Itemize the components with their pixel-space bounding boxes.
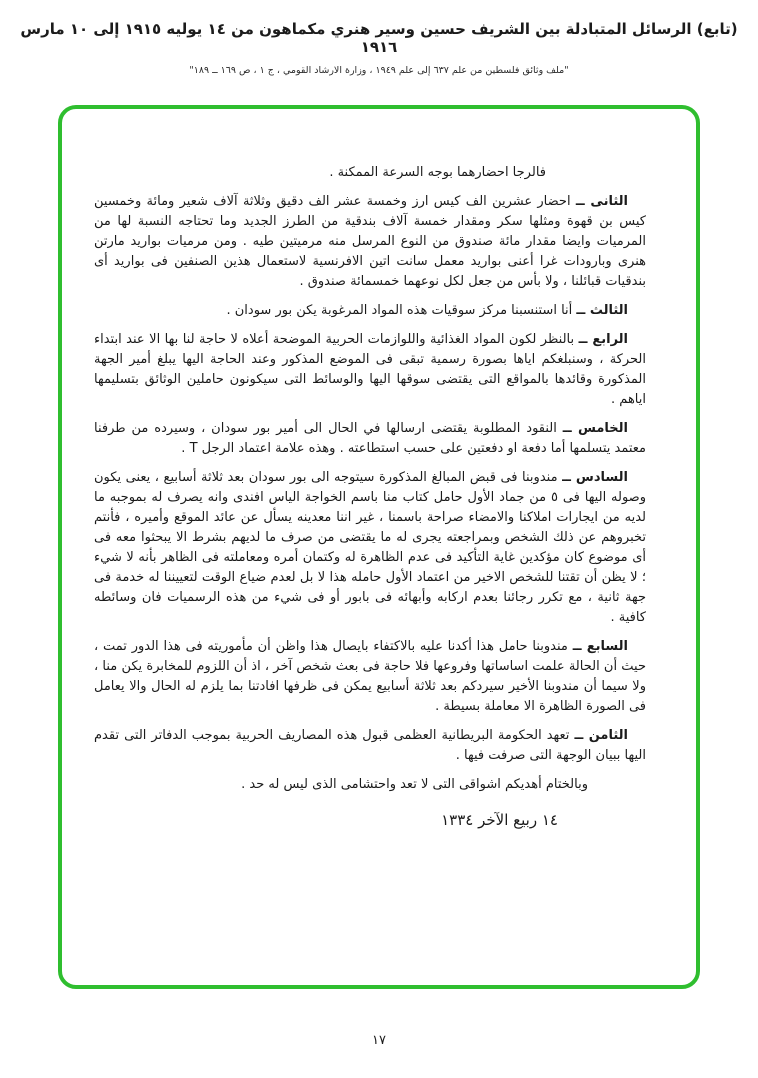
paragraph-lead: السابع ــ [572, 639, 628, 654]
page-subtitle: "ملف وثائق فلسطين من علم ٦٣٧ إلى علم ١٩٤٩ ، وزارة الارشاد القومي ، ج ١ ، ص ١٦٩ ــ ١٨٩" [189, 65, 569, 76]
letter-paragraph [94, 301, 646, 321]
letter-paragraph [94, 330, 646, 410]
letter-paragraph [94, 192, 646, 292]
opening-line: فالرجا احضارهما بوجه السرعة الممكنة . [329, 165, 546, 180]
paragraph-lead: الخامس ــ [562, 421, 629, 436]
letter-paragraph [94, 468, 646, 628]
paragraph-text: بالنظر لكون المواد الغذائية واللوازمات الحربية الموضحة أعلاه لا حاجة لنا بها الا عند ابتداء الحركة ، وسنبلغكم اياها بصورة رسمية تبقى فى الموضع المذكور وعند الحاجة اليها يبلغ أمير الجهة المذكورة وقائدها بالمواقع التى يقتضى سوقها اليها والوسائط التى سيكونون حاملين الوثائق بتسليمها اياهم . [94, 332, 646, 407]
paragraph-lead: الثامن ــ [574, 728, 629, 743]
page-header [0, 20, 758, 76]
letter-paragraph [94, 419, 646, 459]
paragraph-text: النقود المطلوبة يقتضى ارسالها في الحال الى أمير بور سودان ، وسيرده من طرفنا معتمد يتسلمها أما دفعة او دفعتين على حسب استطاعته . وهذه علامة اعتماد الرجل T . [94, 421, 646, 456]
paragraph-lead: الثانى ــ [575, 194, 628, 209]
paragraph-text: مندوبنا فى قبض المبالغ المذكورة سيتوجه الى بور سودان بعد ثلاثة أسابيع ، يعنى يكون وصوله اليها فى ٥ من جماد الأول حامل كتاب منا باسم الخواجة الياس افندى وانه يصرف له بموجبه ما لديه من ايجارات املاكنا والامضاء صراحة باسمنا ، غير اننا معدينه يسأل عن عائد الموقع وأميره ، فأنتم تخبروهم عن ذلك الشخص وبمراجعته يجرى له ما يقتضى من صرف ما لديهم بشرط الا يبحثوا معه فى أى موضوع كان مؤكدين غاية التأكيد فى عدم الظاهرة له وكتمان أمره ومعاملته فى الظاهر بأنه لا شيء ؛ لا يظن أن تقتنا للشخص الاخير من اعتماد الأول حامله هذا لا بل لعدم ضياع الوقت لتعييننا له خدمة فى جهة ثانية ، مع تكرر رجائنا بعدم اركابه وأبهائه فى بابور أو فى شيء من هذه الرسميات فان وسائطه كافية . [94, 470, 647, 625]
page-title: (تابع) الرسائل المتبادلة بين الشريف حسين وسير هنري مكماهون من ١٤ يوليه ١٩١٥ إلى ١٠ مارس ١٩١٦ [20, 20, 738, 56]
paragraph-text: أنا استنسبنا مركز سوقيات هذه المواد المرغوبة يكن بور سودان . [226, 303, 573, 318]
paragraph-text: تعهد الحكومة البريطانية العظمى قبول هذه المصاريف الحربية بموجب الدفاتر التى تقدم اليها ببيان الوجهة التى صرفت فيها . [94, 728, 646, 763]
letter-frame [58, 105, 700, 989]
letter-paragraph [94, 726, 646, 766]
paragraph-lead: الثالث ــ [576, 303, 628, 318]
paragraph-lead: السادس ــ [562, 470, 628, 485]
paragraph-lead: الرابع ــ [578, 332, 629, 347]
letter-paragraph [94, 637, 646, 717]
page-number: ١٧ [372, 1033, 386, 1048]
paragraph-text: احضار عشرين الف كيس ارز وخمسة عشر الف دقيق وثلاثة آلاف شعير ومائة وخمسين كيس بن قهوة ومثلها سكر ومقدار خمسة آلاف بندقية من الطرز الجديد وما تحتاجه النسبة لها من المرميات وايضا مقدار مائة صندوق من النوع المرسل منه مرميتين طيه . ومن مرميات بواريد مارتن هنرى وبارودات غرا أعنى بواريد معمل سانت اتين الافرنسية لاستعمال هذين الصنفين فى بواريد أى بندقيات قبائلنا ، ولا بأس من جعل لكل نوعهما خمسمائة صندوق . [94, 194, 646, 289]
paragraph-text: مندوبنا حامل هذا أكدنا عليه بالاكتفاء بايصال هذا واظن أن مأموريته فى هذا الدور تمت ، حيث أن الحالة علمت اساساتها وفروعها فلا حاجة فى بعث شخص آخر ، اذ أن اللزوم للمخابرة يكن منا ، ولا سيما أن مندوبنا الأخير سيردكم بعد ثلاثة أسابيع يمكن فى ظرفها افادتنا بما يلزم له الحال والا يعامل فى الصورة الظاهرة الا معاملة بسيطة . [94, 639, 646, 714]
date-line: ١٤ ربيع الآخر ١٣٣٤ [441, 811, 558, 829]
closing-line: وبالختام أهديكم اشواقى التى لا تعد واحتشامى الذى ليس له حد . [241, 777, 588, 792]
